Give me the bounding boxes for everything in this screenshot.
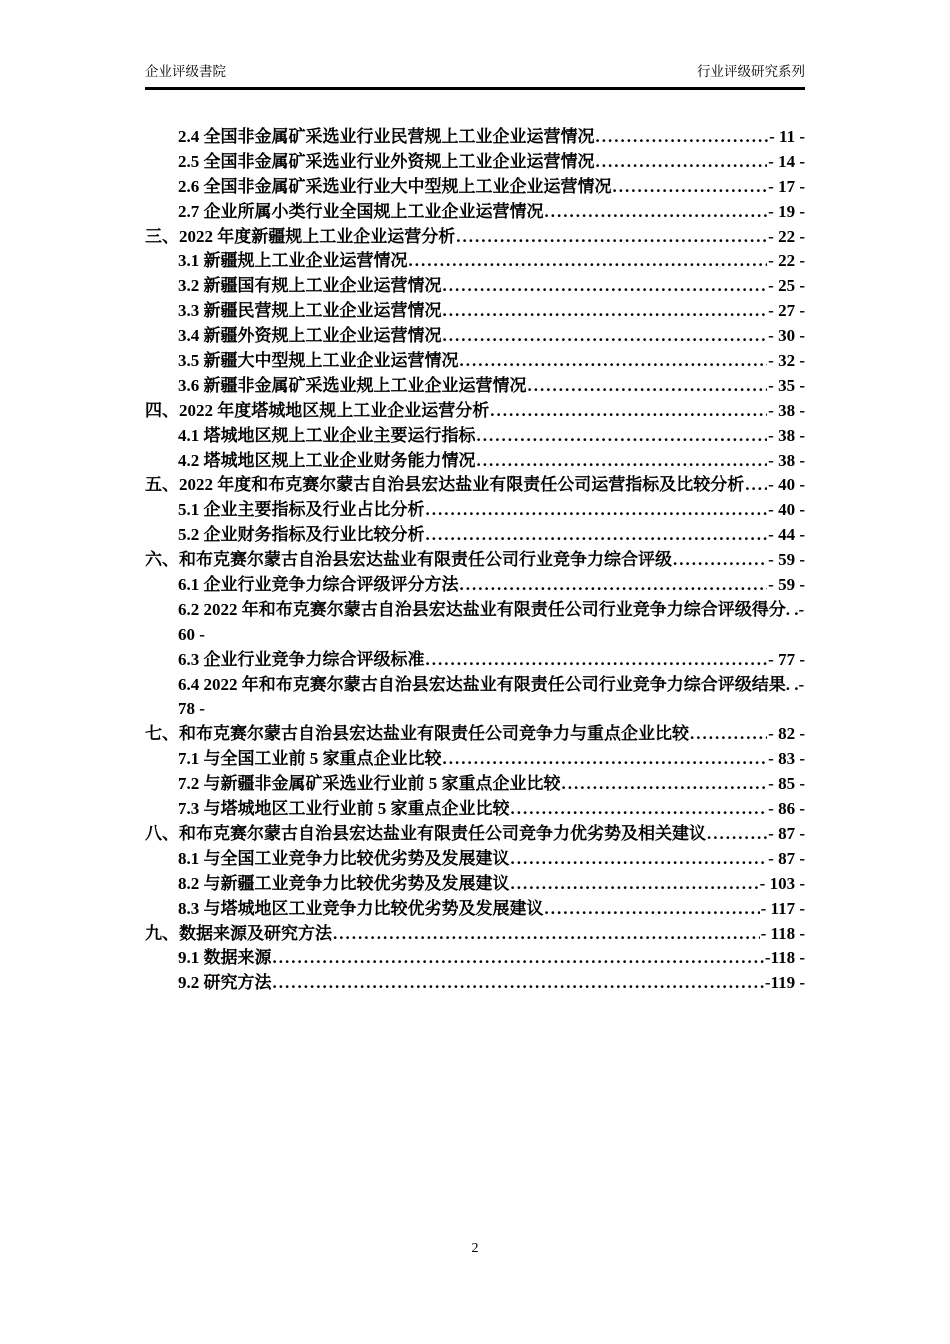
dot-leader bbox=[490, 399, 767, 424]
toc-entry-label: 九、数据来源及研究方法 bbox=[145, 923, 332, 943]
toc-page-number: -118 - bbox=[764, 948, 805, 968]
toc-entry[interactable] bbox=[145, 648, 805, 673]
toc-entry-label: 3.5 新疆大中型规上工业企业运营情况 bbox=[178, 351, 459, 371]
toc-entry[interactable] bbox=[145, 523, 805, 548]
toc-page-number: - 44 - bbox=[768, 525, 805, 545]
toc-entry[interactable] bbox=[145, 797, 805, 822]
toc-page-number: - 27 - bbox=[768, 301, 805, 321]
dot-leader bbox=[545, 200, 768, 225]
dot-leader bbox=[443, 324, 768, 349]
dot-leader bbox=[409, 249, 768, 274]
toc-page-number: - 77 - bbox=[768, 649, 805, 669]
toc-entry-label: 八、和布克赛尔蒙古自治县宏达盐业有限责任公司竞争力优劣势及相关建议 bbox=[145, 823, 706, 843]
toc-entry-label: 四、2022 年度塔城地区规上工业企业运营分析 bbox=[145, 400, 490, 420]
toc-continuation-page-number: 60 - bbox=[178, 624, 205, 644]
toc-entry-label: 7.3 与塔城地区工业行业前 5 家重点企业比较 bbox=[178, 799, 510, 819]
toc-entry[interactable] bbox=[145, 324, 805, 349]
toc-page-number: - 19 - bbox=[768, 201, 805, 221]
dot-leader bbox=[528, 374, 768, 399]
toc-entry[interactable] bbox=[145, 249, 805, 274]
dot-leader bbox=[273, 946, 764, 971]
toc-entry-label: 4.1 塔城地区规上工业企业主要运行指标 bbox=[178, 425, 476, 445]
dot-leader bbox=[707, 822, 767, 847]
dot-leader bbox=[613, 175, 768, 200]
toc-entry-label: 2.4 全国非金属矿采选业行业民营规上工业企业运营情况 bbox=[178, 127, 595, 146]
dot-leader bbox=[333, 922, 760, 947]
toc-entry-label: 六、和布克赛尔蒙古自治县宏达盐业有限责任公司行业竞争力综合评级 bbox=[145, 550, 672, 570]
toc-entry[interactable] bbox=[145, 897, 805, 922]
toc-entry-label: 5.2 企业财务指标及行业比较分析 bbox=[178, 525, 425, 545]
toc-continuation-page-number: 78 - bbox=[178, 699, 205, 719]
toc-entry[interactable] bbox=[145, 449, 805, 474]
page-number: 2 bbox=[471, 1241, 479, 1256]
dot-leader bbox=[443, 299, 768, 324]
toc-entry[interactable] bbox=[145, 872, 805, 897]
toc-page-number: - 25 - bbox=[768, 276, 805, 296]
toc-entry-label: 2.7 企业所属小类行业全国规上工业企业运营情况 bbox=[178, 201, 544, 221]
dot-leader bbox=[511, 847, 768, 872]
dot-leader bbox=[545, 897, 760, 922]
toc-entry[interactable] bbox=[145, 673, 805, 698]
toc-page-number: - 22 - bbox=[768, 226, 805, 246]
toc-entry-label: 5.1 企业主要指标及行业占比分析 bbox=[178, 500, 425, 520]
toc-page-number: - 30 - bbox=[768, 326, 805, 346]
page-header bbox=[145, 60, 805, 90]
header-right-text: 行业评级研究系列 bbox=[697, 64, 805, 79]
toc-entry-label: 3.4 新疆外资规上工业企业运营情况 bbox=[178, 326, 442, 346]
toc-entry[interactable] bbox=[145, 548, 805, 573]
toc-entry-label: 五、2022 年度和布克赛尔蒙古自治县宏达盐业有限责任公司运营指标及比较分析 bbox=[145, 475, 745, 495]
toc-entry-label: 8.2 与新疆工业竞争力比较优劣势及发展建议 bbox=[178, 873, 510, 893]
toc-entry-label: 三、2022 年度新疆规上工业企业运营分析 bbox=[145, 226, 456, 246]
toc-entry[interactable] bbox=[145, 399, 805, 424]
dot-leader bbox=[673, 548, 767, 573]
toc-entry[interactable] bbox=[145, 922, 805, 947]
toc-page-number: - 14 - bbox=[768, 151, 805, 171]
toc-entry[interactable] bbox=[145, 772, 805, 797]
toc-entry[interactable] bbox=[145, 125, 805, 150]
toc-page-number: - 17 - bbox=[768, 176, 805, 196]
dot-leader bbox=[273, 971, 764, 996]
dot-leader bbox=[443, 747, 768, 772]
toc-entry-label: 6.2 2022 年和布克赛尔蒙古自治县宏达盐业有限责任公司行业竞争力综合评级得分. .- bbox=[178, 599, 805, 619]
dot-leader bbox=[690, 722, 767, 747]
toc-page-number: - 87 - bbox=[768, 848, 805, 868]
toc-entry[interactable] bbox=[145, 971, 805, 996]
toc-entry[interactable] bbox=[145, 747, 805, 772]
toc-page-number: - 103 - bbox=[759, 873, 805, 893]
toc-entry-label: 七、和布克赛尔蒙古自治县宏达盐业有限责任公司竞争力与重点企业比较 bbox=[145, 724, 689, 744]
toc-entry-label: 3.3 新疆民营规上工业企业运营情况 bbox=[178, 301, 442, 321]
dot-leader bbox=[477, 424, 768, 449]
toc-entry-continuation[interactable] bbox=[145, 697, 805, 722]
toc-page-number: - 85 - bbox=[768, 774, 805, 794]
toc-entry-label: 8.3 与塔城地区工业竞争力比较优劣势及发展建议 bbox=[178, 898, 544, 918]
header-left-text: 企业评级書院 bbox=[145, 64, 226, 79]
toc-entry[interactable] bbox=[145, 349, 805, 374]
dot-leader bbox=[426, 498, 768, 523]
toc-entry[interactable] bbox=[145, 473, 805, 498]
toc-page-number: - 82 - bbox=[768, 724, 805, 744]
toc-entry[interactable] bbox=[145, 274, 805, 299]
toc-entry[interactable] bbox=[145, 946, 805, 971]
toc-entry-label: 3.2 新疆国有规上工业企业运营情况 bbox=[178, 276, 442, 296]
toc-entry-label: 2.6 全国非金属矿采选业行业大中型规上工业企业运营情况 bbox=[178, 176, 612, 196]
toc-entry[interactable] bbox=[145, 847, 805, 872]
dot-leader bbox=[426, 648, 768, 673]
toc-entry-label: 6.1 企业行业竞争力综合评级评分方法 bbox=[178, 575, 459, 595]
toc-entry[interactable] bbox=[145, 374, 805, 399]
toc-entry-label: 9.2 研究方法 bbox=[178, 973, 272, 993]
toc-entry[interactable] bbox=[145, 598, 805, 623]
dot-leader bbox=[511, 872, 759, 897]
toc-page-number: - 32 - bbox=[768, 351, 805, 371]
dot-leader bbox=[460, 573, 768, 598]
toc-entry-label: 4.2 塔城地区规上工业企业财务能力情况 bbox=[178, 450, 476, 470]
table-of-contents bbox=[145, 125, 805, 996]
toc-entry[interactable] bbox=[145, 822, 805, 847]
toc-page-number: - 40 - bbox=[768, 500, 805, 520]
toc-page-number: - 38 - bbox=[768, 425, 805, 445]
toc-page-number: - 38 - bbox=[768, 400, 805, 420]
toc-entry[interactable] bbox=[145, 573, 805, 598]
dot-leader bbox=[745, 473, 767, 498]
toc-page-number: - 22 - bbox=[768, 251, 805, 271]
toc-entry-label: 2.5 全国非金属矿采选业行业外资规上工业企业运营情况 bbox=[178, 151, 595, 171]
toc-page-number: -119 - bbox=[764, 973, 805, 993]
dot-leader bbox=[596, 150, 768, 175]
toc-page-number: - 40 - bbox=[768, 475, 805, 495]
toc-page-number: - 83 - bbox=[768, 749, 805, 769]
dot-leader bbox=[460, 349, 768, 374]
toc-page-number: - 59 - bbox=[768, 575, 805, 595]
toc-page-number: - 118 - bbox=[760, 923, 805, 943]
toc-entry[interactable] bbox=[145, 150, 805, 175]
toc-entry-label: 6.4 2022 年和布克赛尔蒙古自治县宏达盐业有限责任公司行业竞争力综合评级结果. .- bbox=[178, 674, 805, 694]
toc-entry-label: 3.1 新疆规上工业企业运营情况 bbox=[178, 251, 408, 271]
toc-entry[interactable] bbox=[145, 299, 805, 324]
dot-leader bbox=[511, 797, 768, 822]
dot-leader bbox=[443, 274, 768, 299]
dot-leader bbox=[477, 449, 768, 474]
toc-entry-label: 6.3 企业行业竞争力综合评级标准 bbox=[178, 649, 425, 669]
toc-entry-label: 3.6 新疆非金属矿采选业规上工业企业运营情况 bbox=[178, 375, 527, 395]
dot-leader bbox=[562, 772, 768, 797]
dot-leader bbox=[596, 125, 769, 150]
toc-entry-label: 7.1 与全国工业前 5 家重点企业比较 bbox=[178, 749, 442, 769]
toc-entry[interactable] bbox=[145, 200, 805, 225]
toc-entry[interactable] bbox=[145, 498, 805, 523]
toc-entry[interactable] bbox=[145, 175, 805, 200]
toc-page-number: - 35 - bbox=[768, 375, 805, 395]
toc-page-number: - 86 - bbox=[768, 799, 805, 819]
dot-leader bbox=[426, 523, 768, 548]
toc-entry-label: 7.2 与新疆非金属矿采选业行业前 5 家重点企业比较 bbox=[178, 774, 561, 794]
toc-page-number: - 117 - bbox=[760, 898, 805, 918]
toc-page-number: - 11 - bbox=[769, 127, 805, 146]
toc-entry-label: 9.1 数据来源 bbox=[178, 948, 272, 968]
toc-entry-label: 8.1 与全国工业竞争力比较优劣势及发展建议 bbox=[178, 848, 510, 868]
toc-entry[interactable] bbox=[145, 424, 805, 449]
toc-entry[interactable] bbox=[145, 225, 805, 250]
page-footer bbox=[0, 1241, 950, 1257]
toc-entry[interactable] bbox=[145, 722, 805, 747]
toc-page-number: - 38 - bbox=[768, 450, 805, 470]
toc-page-number: - 87 - bbox=[768, 823, 805, 843]
dot-leader bbox=[456, 225, 767, 250]
toc-page-number: - 59 - bbox=[768, 550, 805, 570]
toc-entry-continuation[interactable] bbox=[145, 623, 805, 648]
